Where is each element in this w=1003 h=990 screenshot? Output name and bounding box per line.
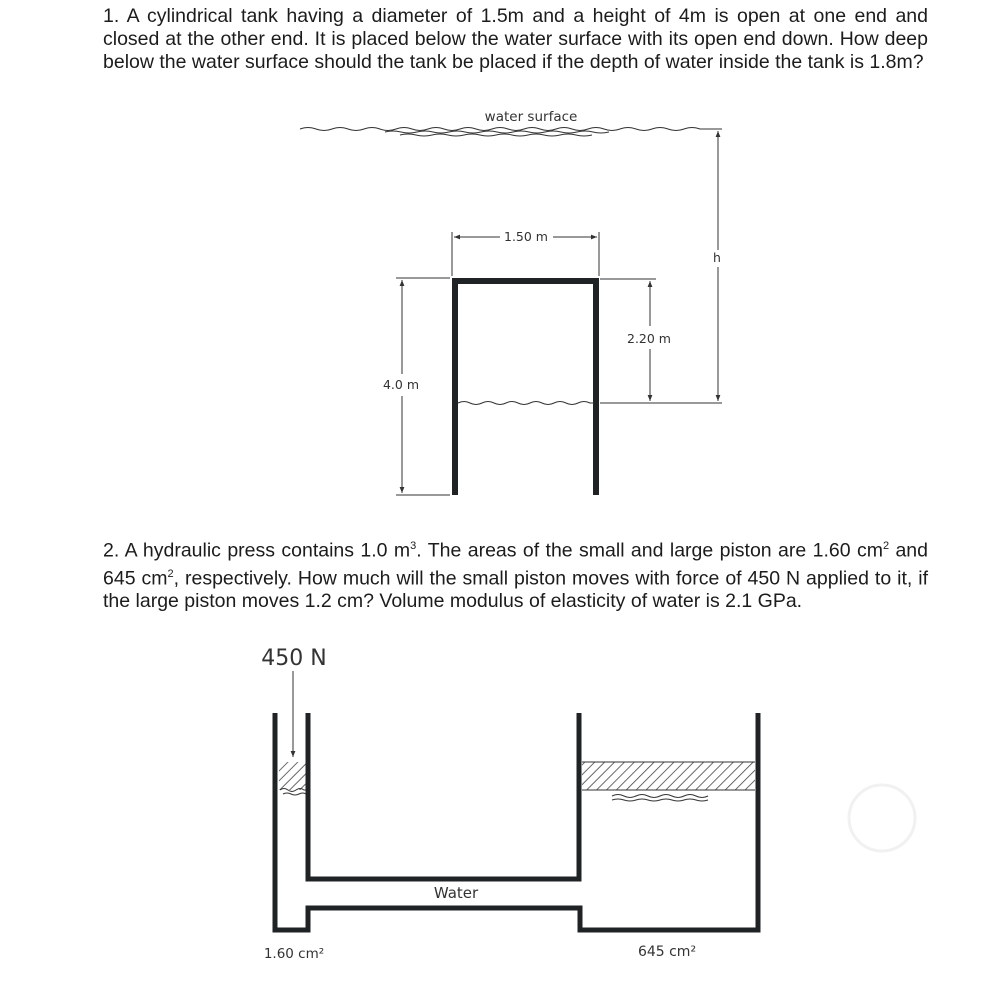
depth-h-label: h [713, 250, 721, 265]
water-surface-line [300, 128, 722, 131]
small-piston [279, 762, 306, 790]
air-gap-label: 2.20 m [627, 331, 671, 346]
large-piston [582, 762, 755, 790]
force-label: 450 N [261, 646, 327, 671]
problem-2-text: 2. A hydraulic press contains 1.0 $m^3$. The areas of the small and large piston are 1.60 $cm^2$ and 645 $cm^2$, respectively. How much will the small piston moves with force of 450 N applied to it, if the large piston moves 1.2 cm? Volume modulus of elasticity of water is 2.1 GPa. [103, 539, 929, 612]
inner-water-level [458, 402, 594, 405]
water-label: Water [433, 884, 479, 902]
water-surface-label: water surface [484, 109, 578, 125]
press-inner-wall [308, 713, 579, 879]
press-outer-wall [275, 713, 758, 930]
problem-1-text: 1. A cylindrical tank having a diameter of 1.5m and a height of 4m is open at one end and closed at the other end. It is placed below the water surface with its open end down. How deep below the water surface should the tank be placed if the depth of water inside the tank is 1.8m? [103, 5, 928, 73]
small-area-label: 1.60 cm² [263, 946, 325, 962]
figure-1-submerged-tank [300, 109, 722, 495]
tank-walls [455, 281, 596, 495]
figure-2-hydraulic-press [261, 646, 758, 962]
faint-circle-decoration [849, 785, 915, 851]
height-label: 4.0 m [382, 377, 420, 392]
diameter-label: 1.50 m [504, 229, 548, 244]
large-area-label: 645 cm² [637, 944, 697, 960]
